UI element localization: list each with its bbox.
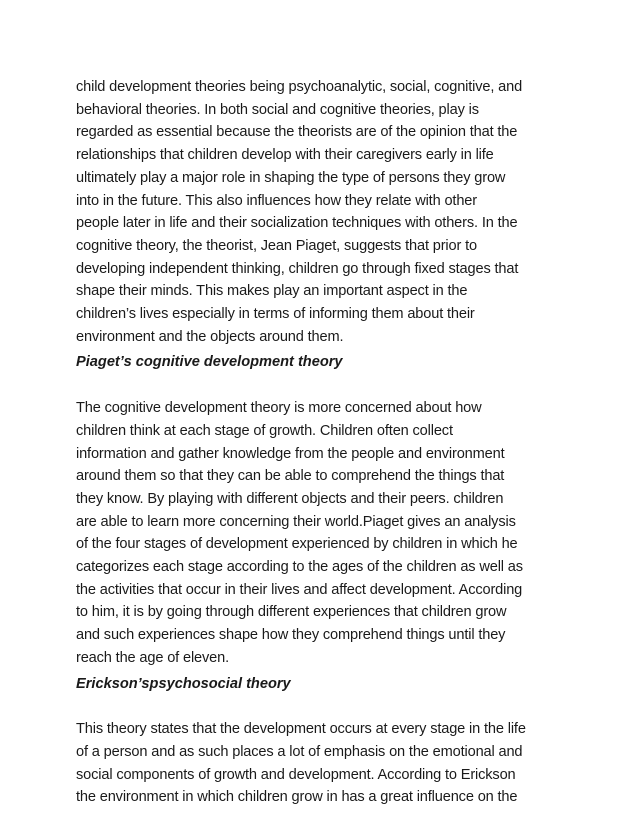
paragraph-spacer (76, 695, 576, 718)
text-line: categorizes each stage according to the ages of the children as well as (76, 559, 523, 576)
text-line: cognitive theory, the theorist, Jean Piaget, suggests that prior to (76, 237, 477, 254)
text-line: social components of growth and development. According to Erickson (76, 766, 516, 783)
text-line: into in the future. This also influences how they relate with other (76, 192, 477, 209)
text-line: The cognitive development theory is more concerned about how (76, 400, 482, 417)
text-line: people later in life and their socialization techniques with others. In the (76, 215, 518, 232)
text-line: behavioral theories. In both social and cognitive theories, play is (76, 101, 479, 118)
text-line: relationships that children develop with their caregivers early in life (76, 147, 494, 164)
text-line: environment and the objects around them. (76, 328, 344, 345)
text-line: shape their minds. This makes play an important aspect in the (76, 283, 468, 300)
intro-paragraph (76, 76, 576, 348)
text-line: around them so that they can be able to comprehend the things that (76, 468, 505, 485)
text-line: of the four stages of development experienced by children in which he (76, 536, 518, 553)
text-line: and such experiences shape how they comprehend things until they (76, 627, 506, 644)
section-heading-piaget: Piaget’s cognitive development theory (76, 354, 343, 371)
document-page (76, 76, 576, 809)
text-line: children’s lives especially in terms of informing them about their (76, 306, 475, 323)
text-line: of a person and as such places a lot of emphasis on the emotional and (76, 743, 523, 760)
text-line: ultimately play a major role in shaping the type of persons they grow (76, 169, 506, 186)
text-line: they know. By playing with different objects and their peers. children (76, 490, 504, 507)
text-line: This theory states that the development occurs at every stage in the life (76, 721, 526, 738)
text-line: developing independent thinking, children go through fixed stages that (76, 260, 519, 277)
text-line: to him, it is by going through different experiences that children grow (76, 604, 507, 621)
text-line: the activities that occur in their lives and affect development. According (76, 581, 523, 598)
paragraph-spacer (76, 374, 576, 397)
text-line: information and gather knowledge from the people and environment (76, 445, 505, 462)
erickson-paragraph (76, 718, 576, 809)
text-line: are able to learn more concerning their world.Piaget gives an analysis (76, 513, 516, 530)
text-line: reach the age of eleven. (76, 649, 229, 666)
text-line: the environment in which children grow in has a great influence on the (76, 789, 518, 806)
text-line: regarded as essential because the theorists are of the opinion that the (76, 124, 518, 141)
text-line: children think at each stage of growth. Children often collect (76, 422, 453, 439)
section-heading-erickson: Erickson’spsychosocial theory (76, 675, 291, 692)
piaget-paragraph (76, 397, 576, 669)
text-line: child development theories being psychoanalytic, social, cognitive, and (76, 79, 523, 95)
